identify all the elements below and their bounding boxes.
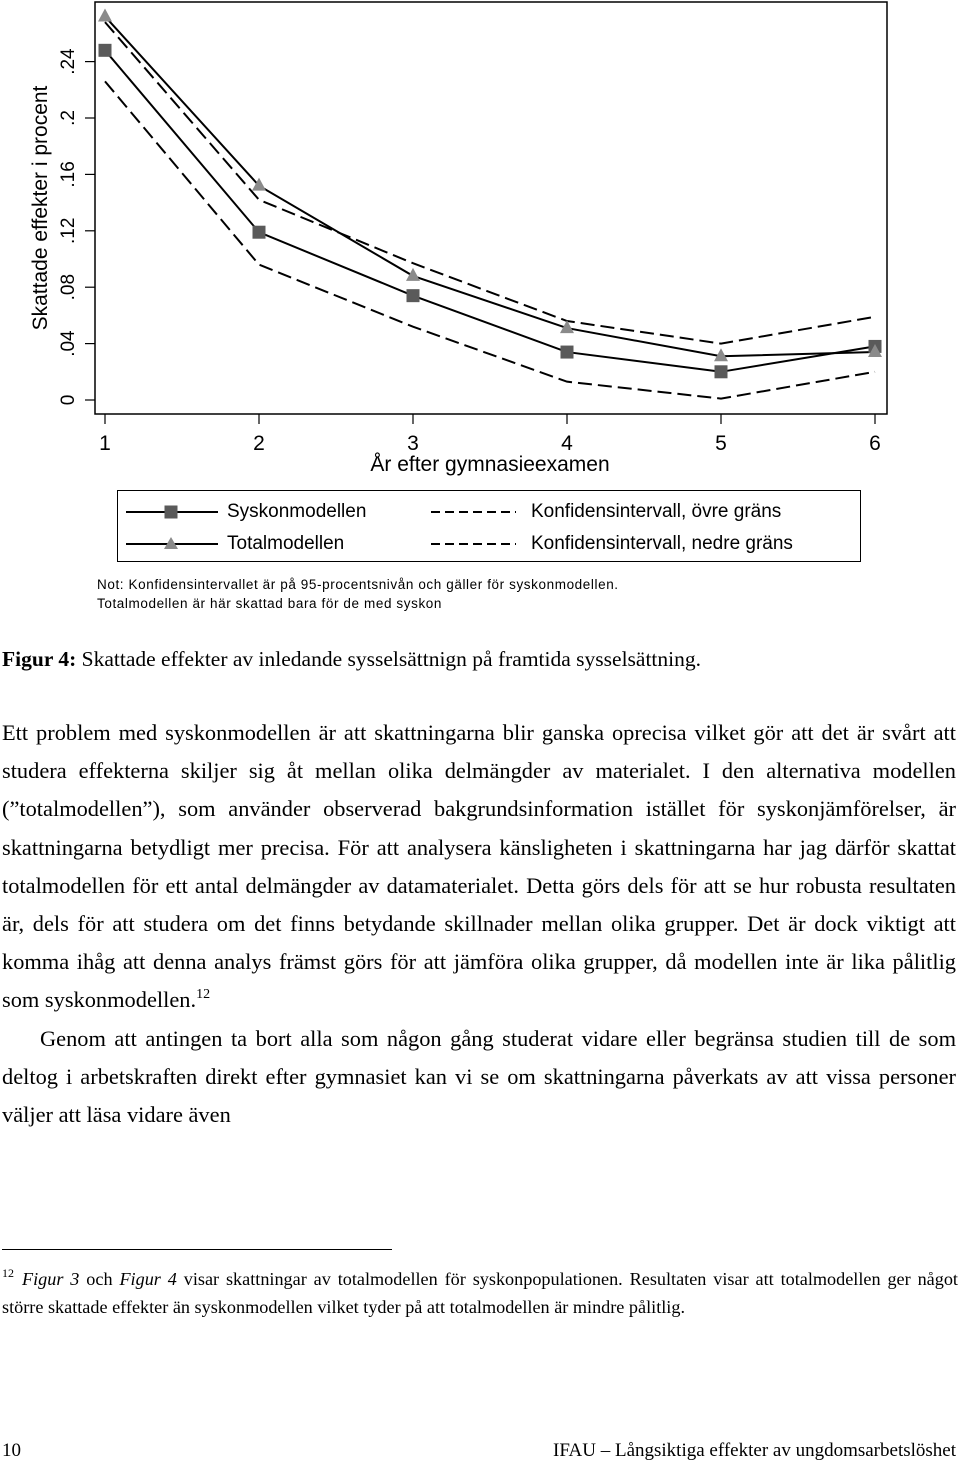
series-1-point <box>99 44 111 56</box>
series-line-1 <box>105 50 875 371</box>
figure-caption-label: Figur 4: <box>2 647 77 671</box>
chart-note-line-2: Totalmodellen är här skattad bara för de med syskon <box>97 596 443 611</box>
footnote-divider <box>2 1249 392 1250</box>
series-1-point <box>715 366 727 378</box>
line-chart <box>0 0 960 480</box>
footnote-och: och <box>79 1269 120 1289</box>
x-tick-label: 4 <box>561 432 573 455</box>
paragraph-1 <box>2 714 956 1020</box>
paragraph-2: Genom att antingen ta bort alla som någon gång studerat vidare eller begränsa studien till de som deltog i arbetskraften direkt efter gymnasiet kan vi se om skattningarna påverkats av att vissa personer väljer att läsa vidare även <box>2 1025 956 1128</box>
page-number: 10 <box>2 1440 21 1461</box>
legend-label-upper: Konfidensintervall, övre gräns <box>531 501 782 522</box>
plot-area-frame <box>95 2 887 414</box>
series-1-point <box>253 226 265 238</box>
series-2-point <box>98 8 112 21</box>
figure-caption-text: Skattade effekter av inledande sysselsättnign på framtida sysselsättning. <box>76 647 701 671</box>
y-tick-label: .16 <box>58 161 79 188</box>
y-tick-label: .2 <box>58 110 79 126</box>
x-tick-label: 5 <box>715 432 727 455</box>
y-tick-label: .04 <box>58 330 79 357</box>
footnote <box>2 1266 958 1321</box>
y-tick-label: .12 <box>58 217 79 245</box>
footnote-text: visar skattningar av totalmodellen för syskonpopulationen. Resultaten visar att totalmodellen ger något större skattade effekter än syskonmodellen vilket tyder på att totalmodellen är mindre pålitlig. <box>2 1269 958 1317</box>
legend-swatch-total <box>126 537 218 549</box>
y-tick-label: 0 <box>58 394 79 406</box>
y-tick-label: .24 <box>58 48 79 75</box>
footnote-number: 12 <box>2 1266 14 1280</box>
footnote-fig4: Figur 4 <box>119 1269 177 1289</box>
footnote-reference: 12 <box>196 987 211 1003</box>
series-2-point <box>406 268 420 281</box>
series-1-point <box>561 346 573 358</box>
legend-swatch-syskon <box>126 506 218 518</box>
series-1-point <box>407 290 419 302</box>
axes <box>58 48 881 455</box>
chart-note-line-1: Not: Konfidensintervallet är på 95-procentsnivån och gäller för syskonmodellen. <box>97 577 619 592</box>
y-axis-label: Skattade effekter i procent <box>29 85 52 331</box>
x-tick-label: 3 <box>407 432 419 455</box>
legend-label-lower: Konfidensintervall, nedre gräns <box>531 533 793 554</box>
x-tick-label: 1 <box>99 432 111 455</box>
footnote-fig3: Figur 3 <box>22 1269 80 1289</box>
x-tick-label: 2 <box>253 432 265 455</box>
figure-caption <box>2 646 952 672</box>
paragraph-1-text: Ett problem med syskonmodellen är att skattningarna blir ganska oprecisa vilket gör att det är svårt att studera effekterna skiljer sig åt mellan olika delmängder av materialet. I den alternativa modellen (”totalmodellen”), som använder observerad bakgrundsinformation istället för syskonjämförelser, är skattningarna betydligt mer precisa. För att analysera känsligheten i skattningarna har jag därför skattat totalmodellen för ett antal delmängder av datamaterialet. Detta görs dels för att se hur robusta resultaten är, dels för att studera om det finns betydande skillnader mellan olika grupper. Det är dock viktigt att komma ihåg att denna analys främst görs för att jämföra olika grupper, då modellen inte är lika pålitlig som syskonmodellen. <box>2 720 956 1013</box>
body-text <box>2 714 956 1134</box>
y-tick-label: .08 <box>58 273 79 301</box>
legend-label-total: Totalmodellen <box>227 533 345 554</box>
legend-label-syskon: Syskonmodellen <box>227 501 367 522</box>
x-axis-label: År efter gymnasieexamen <box>370 453 610 476</box>
series-layer <box>98 8 882 398</box>
chart-note <box>97 575 857 613</box>
chart-legend <box>117 490 861 562</box>
series-line-4 <box>105 81 875 398</box>
series-line-3 <box>105 22 875 343</box>
running-title: IFAU – Långsiktiga effekter av ungdomsarbetslöshet <box>553 1440 956 1461</box>
x-tick-label: 6 <box>869 432 881 455</box>
